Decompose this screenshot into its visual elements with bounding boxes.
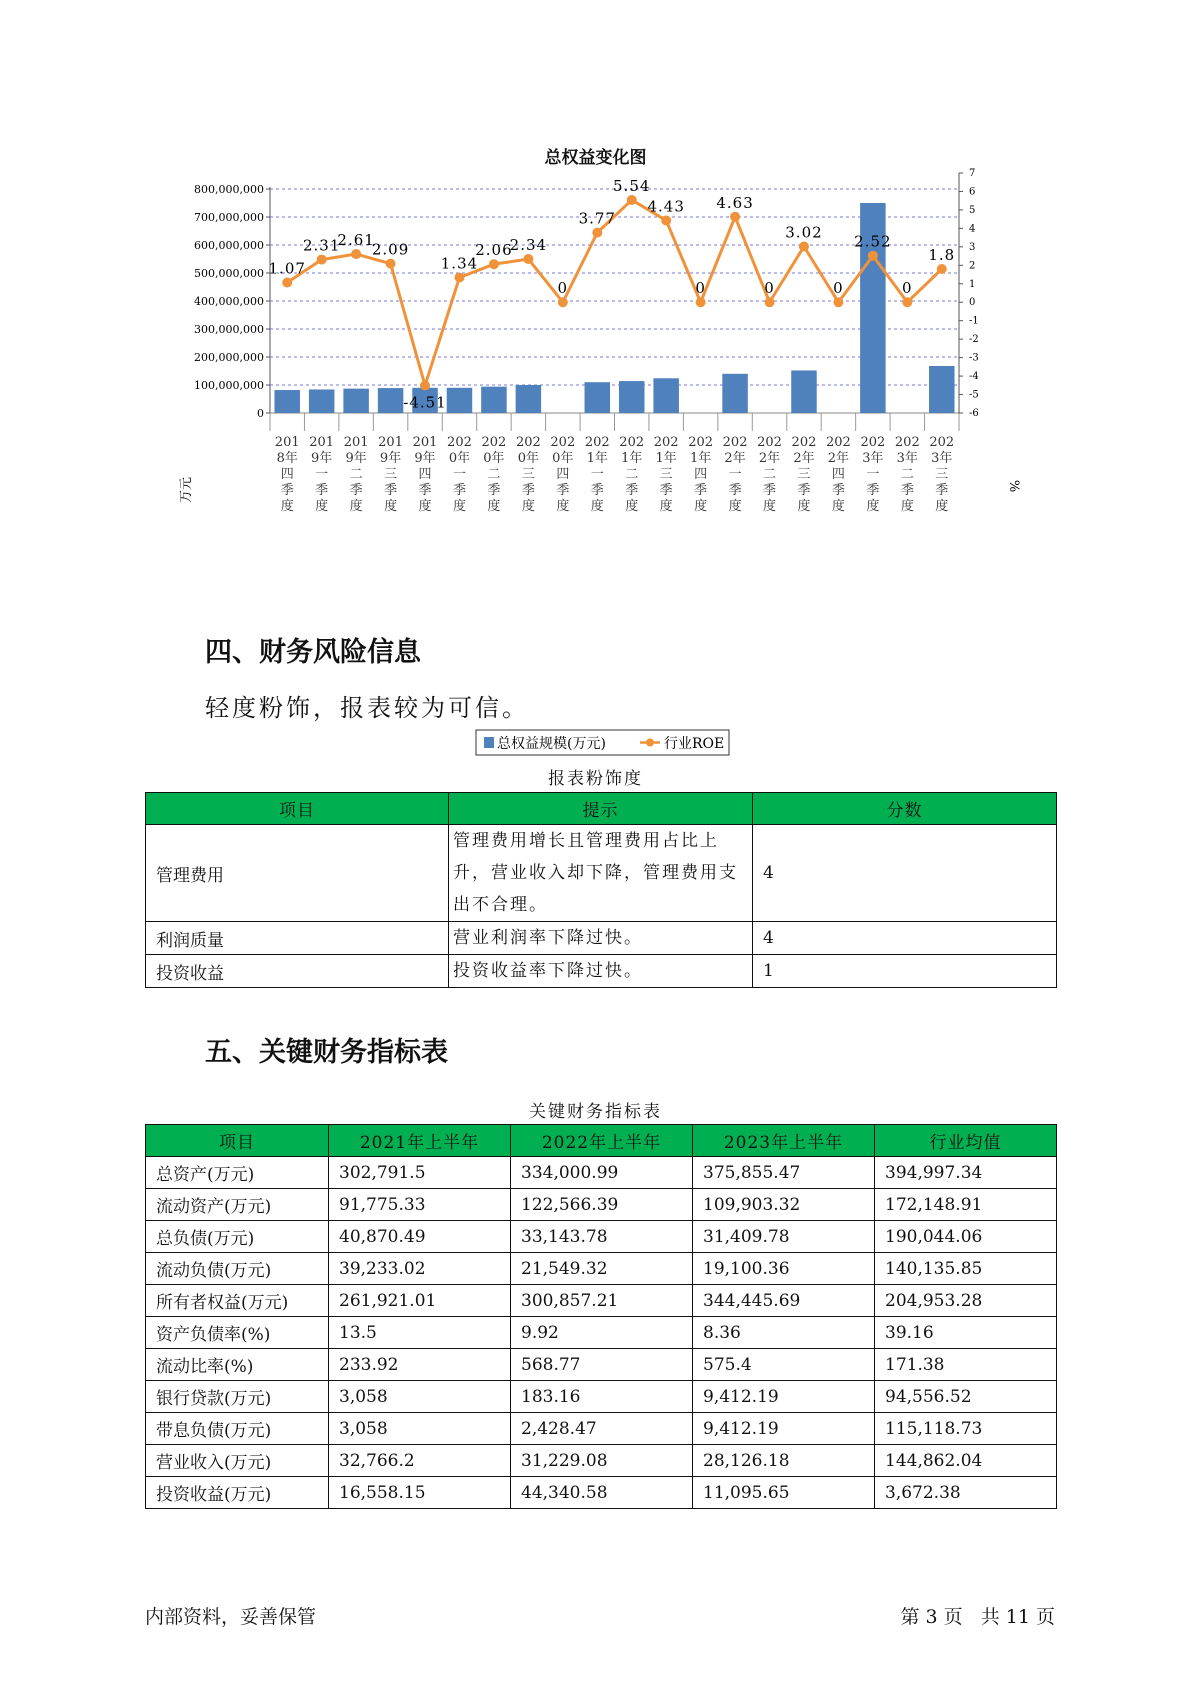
kpi-value: 261,921.01 (329, 1285, 511, 1317)
category-tick-label: 1年 (655, 451, 677, 466)
kpi-item: 资产负债率(%) (146, 1317, 329, 1349)
risk-tip: 投资收益率下降过快。 (449, 955, 753, 988)
table-row (146, 1349, 1057, 1381)
roe-data-label: 2.52 (854, 232, 892, 251)
category-tick-label: 季 (866, 483, 880, 498)
category-tick-label: 季 (831, 483, 845, 498)
category-tick-label: 季 (659, 483, 673, 498)
right-tick-label: 1 (969, 278, 976, 290)
kpi-table-caption: 关键财务指标表 (529, 1102, 662, 1122)
category-tick-label: 度 (487, 499, 501, 514)
category-tick-label: 二 (349, 467, 363, 482)
right-axis-ticks (969, 168, 979, 419)
category-tick-label: 度 (280, 499, 294, 514)
category-tick-label: 201 (309, 435, 335, 450)
category-tick-label: 四 (418, 467, 432, 482)
kpi-value: 190,044.06 (875, 1221, 1057, 1253)
category-tick-label: 202 (688, 435, 714, 450)
kpi-item: 银行贷款(万元) (146, 1381, 329, 1413)
footer-confidential: 内部资料，妥善保管 (145, 1606, 317, 1628)
kpi-value: 21,549.32 (511, 1253, 693, 1285)
roe-point (454, 272, 464, 282)
kpi-value: 3,672.38 (875, 1477, 1057, 1509)
kpi-value: 9.92 (511, 1317, 693, 1349)
kpi-value: 16,558.15 (329, 1477, 511, 1509)
category-tick-label: 一 (315, 467, 329, 482)
category-tick-label: 202 (826, 435, 851, 450)
category-tick-label: 0年 (552, 451, 574, 466)
table-row (146, 1221, 1057, 1253)
category-tick-label: 度 (625, 499, 639, 514)
table-row (146, 1189, 1057, 1221)
risk-table-header (146, 793, 1057, 825)
category-tick-label: 9年 (311, 451, 333, 466)
header-cell: 分数 (753, 793, 1057, 825)
kpi-value: 13.5 (329, 1317, 511, 1349)
right-tick-label: 2 (969, 260, 976, 272)
roe-point (661, 215, 671, 225)
roe-point (937, 264, 947, 274)
category-tick-label: 202 (619, 435, 645, 450)
category-tick-label: 季 (418, 483, 432, 498)
left-tick-label: 700,000,000 (194, 211, 264, 224)
roe-point (351, 249, 361, 259)
category-tick-label: 0年 (448, 451, 471, 466)
left-tick-label: 500,000,000 (194, 267, 264, 280)
kpi-item: 投资收益(万元) (146, 1477, 329, 1509)
risk-tip: 管理费用增长且管理费用占比上升，营业收入却下降，管理费用支出不合理。 (449, 825, 753, 922)
left-tick-label: 800,000,000 (194, 183, 264, 196)
kpi-value: 140,135.85 (875, 1253, 1057, 1285)
legend-bar-label: 总权益规模(万元) (497, 736, 606, 752)
category-tick-label: 度 (659, 499, 673, 514)
kpi-value: 300,857.21 (511, 1285, 693, 1317)
kpi-item: 总资产(万元) (146, 1157, 329, 1189)
equity-bar (343, 389, 368, 413)
roe-point (317, 255, 327, 265)
category-tick-label: 202 (653, 435, 679, 450)
category-tick-label: 季 (900, 483, 914, 498)
category-tick-label: 1年 (689, 451, 712, 466)
category-tick-label: 三 (797, 467, 811, 482)
equity-bar (378, 388, 403, 413)
kpi-value: 375,855.47 (693, 1157, 875, 1189)
right-tick-label: -4 (969, 371, 979, 383)
chart-legend (476, 730, 729, 755)
left-axis-ticks (194, 183, 264, 420)
category-tick-label: 一 (590, 467, 604, 482)
table-row (146, 825, 1057, 922)
category-tick-label: 3年 (931, 451, 953, 466)
right-tick-label: 3 (969, 241, 976, 253)
category-tick-label: 度 (900, 499, 914, 514)
category-tick-label: 0年 (517, 451, 540, 466)
right-tick-label: -5 (969, 389, 979, 401)
category-tick-label: 三 (935, 467, 949, 482)
category-tick-label: 二 (763, 467, 777, 482)
roe-data-label: 5.54 (613, 176, 651, 195)
category-tick-label: 季 (487, 483, 501, 498)
roe-point (833, 297, 843, 307)
category-tick-label: 202 (515, 435, 541, 450)
category-tick-label: 2年 (793, 451, 815, 466)
kpi-value: 94,556.52 (875, 1381, 1057, 1413)
kpi-value: 344,445.69 (693, 1285, 875, 1317)
category-tick-label: 四 (556, 467, 570, 482)
left-tick-label: 300,000,000 (194, 323, 264, 336)
header-cell: 项目 (146, 1125, 329, 1157)
header-cell: 2023年上半年 (693, 1125, 875, 1157)
kpi-value: 109,903.32 (693, 1189, 875, 1221)
roe-point (558, 297, 568, 307)
left-tick-label: 600,000,000 (194, 239, 264, 252)
kpi-value: 172,148.91 (875, 1189, 1057, 1221)
kpi-value: 568.77 (511, 1349, 693, 1381)
roe-point (696, 297, 706, 307)
category-tick-label: 3年 (896, 451, 918, 466)
header-cell: 提示 (449, 793, 753, 825)
category-tick-label: 202 (722, 435, 748, 450)
category-tick-label: 季 (935, 483, 949, 498)
roe-data-label: 2.06 (475, 241, 513, 260)
category-tick-label: 202 (757, 435, 782, 450)
left-tick-label: 0 (257, 407, 264, 420)
category-tick-label: 201 (343, 435, 369, 450)
kpi-value: 32,766.2 (329, 1445, 511, 1477)
chart-title: 总权益变化图 (544, 148, 647, 168)
kpi-table-header (146, 1125, 1057, 1157)
kpi-value: 39.16 (875, 1317, 1057, 1349)
kpi-value: 394,997.34 (875, 1157, 1057, 1189)
roe-point (868, 251, 878, 261)
left-axis-title: 万元 (179, 476, 194, 504)
risk-table-caption: 报表粉饰度 (548, 769, 643, 789)
kpi-value: 31,229.08 (511, 1445, 693, 1477)
kpi-item: 总负债(万元) (146, 1221, 329, 1253)
right-tick-label: -3 (969, 352, 979, 364)
category-tick-label: 度 (728, 499, 742, 514)
kpi-value: 11,095.65 (693, 1477, 875, 1509)
category-tick-label: 201 (412, 435, 438, 450)
kpi-value: 233.92 (329, 1349, 511, 1381)
footer-page-number: 第 3 页 共 11 页 (900, 1606, 1055, 1628)
category-tick-label: 度 (349, 499, 363, 514)
kpi-table (145, 1124, 1057, 1509)
equity-bar (585, 382, 610, 413)
left-tick-label: 100,000,000 (194, 379, 264, 392)
equity-bar (653, 378, 678, 413)
roe-data-label: 0 (902, 279, 913, 298)
category-tick-label: 度 (831, 499, 845, 514)
kpi-value: 3,058 (329, 1413, 511, 1445)
kpi-value: 122,566.39 (511, 1189, 693, 1221)
right-axis-title: % (1006, 479, 1021, 493)
kpi-value: 302,791.5 (329, 1157, 511, 1189)
category-tick-label: 四 (280, 467, 294, 482)
roe-point (799, 241, 809, 251)
roe-data-label: -4.51 (403, 393, 447, 412)
category-tick-label: 季 (349, 483, 363, 498)
category-tick-label: 二 (625, 467, 639, 482)
kpi-item: 营业收入(万元) (146, 1445, 329, 1477)
category-tick-label: 度 (452, 499, 466, 514)
category-tick-label: 202 (447, 435, 472, 450)
right-tick-label: 5 (969, 204, 976, 216)
right-tick-label: -1 (969, 315, 979, 327)
kpi-value: 2,428.47 (511, 1413, 693, 1445)
roe-point (765, 297, 775, 307)
category-tick-label: 三 (384, 467, 398, 482)
category-tick-label: 202 (584, 435, 610, 450)
risk-table (145, 792, 1057, 988)
header-cell: 2021年上半年 (329, 1125, 511, 1157)
table-row (146, 1317, 1057, 1349)
kpi-value: 183.16 (511, 1381, 693, 1413)
category-tick-label: 202 (929, 435, 955, 450)
risk-item: 利润质量 (146, 922, 449, 955)
category-tick-label: 202 (550, 435, 576, 450)
section5-heading: 五、关键财务指标表 (205, 1037, 448, 1068)
category-tick-label: 201 (378, 435, 403, 450)
kpi-value: 334,000.99 (511, 1157, 693, 1189)
kpi-value: 33,143.78 (511, 1221, 693, 1253)
category-tick-label: 四 (831, 467, 845, 482)
roe-data-label: 2.34 (509, 236, 548, 255)
kpi-value: 575.4 (693, 1349, 875, 1381)
category-tick-label: 202 (894, 435, 920, 450)
legend-bar-swatch (484, 737, 494, 748)
category-tick-label: 季 (728, 483, 742, 498)
category-tick-label: 202 (481, 435, 507, 450)
category-tick-label: 季 (384, 483, 398, 498)
category-tick-label: 3年 (862, 451, 884, 466)
roe-data-labels (269, 177, 956, 412)
equity-bar (274, 390, 299, 413)
category-tick-label: 度 (694, 499, 708, 514)
category-tick-label: 8年 (276, 451, 298, 466)
category-tick-label: 一 (452, 467, 466, 482)
roe-data-label: 3.02 (785, 223, 823, 242)
category-tick-label: 季 (797, 483, 811, 498)
kpi-item: 流动比率(%) (146, 1349, 329, 1381)
category-tick-label: 9年 (379, 451, 402, 466)
roe-point (489, 259, 499, 269)
kpi-value: 171.38 (875, 1349, 1057, 1381)
risk-score: 4 (753, 922, 1057, 955)
category-tick-label: 三 (659, 467, 673, 482)
kpi-value: 115,118.73 (875, 1413, 1057, 1445)
kpi-value: 31,409.78 (693, 1221, 875, 1253)
category-tick-label: 202 (791, 435, 817, 450)
kpi-value: 19,100.36 (693, 1253, 875, 1285)
category-tick-label: 四 (694, 467, 708, 482)
table-row (146, 955, 1057, 988)
roe-point (627, 195, 637, 205)
table-row (146, 1413, 1057, 1445)
roe-data-label: 3.77 (578, 209, 616, 228)
roe-data-label: 1.34 (440, 254, 479, 273)
table-row (146, 922, 1057, 955)
kpi-value: 144,862.04 (875, 1445, 1057, 1477)
kpi-value: 91,775.33 (329, 1189, 511, 1221)
risk-summary: 轻度粉饰，报表较为可信。 (205, 694, 529, 722)
section4-heading: 四、财务风险信息 (205, 637, 421, 668)
category-tick-label: 9年 (345, 451, 367, 466)
kpi-item: 带息负债(万元) (146, 1413, 329, 1445)
category-tick-label: 度 (521, 499, 535, 514)
kpi-value: 40,870.49 (329, 1221, 511, 1253)
category-tick-label: 度 (384, 499, 398, 514)
category-labels (275, 435, 954, 514)
category-tick-label: 度 (797, 499, 811, 514)
left-tick-label: 200,000,000 (194, 351, 264, 364)
roe-point (282, 277, 292, 287)
right-tick-label: -6 (969, 408, 979, 419)
category-tick-label: 季 (315, 483, 329, 498)
right-tick-label: -2 (969, 334, 979, 346)
equity-bar (791, 370, 816, 413)
roe-point (523, 254, 533, 264)
category-tick-label: 1年 (621, 451, 643, 466)
equity-bar (722, 374, 747, 413)
category-tick-label: 度 (935, 499, 949, 514)
risk-item: 管理费用 (146, 825, 449, 922)
equity-bar (516, 385, 541, 413)
category-tick-label: 2年 (758, 451, 781, 466)
category-tick-label: 度 (556, 499, 570, 514)
table-row (146, 1381, 1057, 1413)
category-tick-label: 季 (763, 483, 777, 498)
category-tick-label: 201 (274, 435, 300, 450)
category-tick-label: 季 (694, 483, 708, 498)
category-tick-label: 0年 (483, 451, 505, 466)
category-tick-label: 度 (418, 499, 432, 514)
kpi-value: 44,340.58 (511, 1477, 693, 1509)
header-cell: 2022年上半年 (511, 1125, 693, 1157)
category-tick-label: 季 (625, 483, 639, 498)
kpi-item: 所有者权益(万元) (146, 1285, 329, 1317)
roe-data-label: 2.31 (302, 236, 341, 255)
roe-data-label: 0 (557, 279, 569, 298)
table-row (146, 1285, 1057, 1317)
roe-point (592, 228, 602, 238)
roe-data-label: 4.63 (716, 193, 754, 212)
category-tick-label: 季 (590, 483, 604, 498)
roe-data-label: 4.43 (647, 197, 685, 216)
roe-data-label: 2.09 (371, 240, 410, 259)
table-row (146, 1445, 1057, 1477)
risk-score: 4 (753, 825, 1057, 922)
roe-point (730, 212, 740, 222)
risk-tip: 营业利润率下降过快。 (449, 922, 753, 955)
category-tick-label: 度 (866, 499, 880, 514)
roe-data-label: 1.07 (268, 259, 306, 278)
kpi-item: 流动负债(万元) (146, 1253, 329, 1285)
roe-point (420, 380, 430, 390)
risk-item: 投资收益 (146, 955, 449, 988)
category-tick-label: 季 (556, 483, 570, 498)
equity-bar (481, 387, 506, 413)
roe-data-label: 2.61 (337, 231, 375, 250)
kpi-value: 28,126.18 (693, 1445, 875, 1477)
roe-point (386, 259, 396, 269)
right-tick-label: 6 (969, 186, 976, 198)
equity-bar (447, 388, 472, 413)
category-tick-label: 度 (590, 499, 604, 514)
kpi-value: 39,233.02 (329, 1253, 511, 1285)
category-tick-label: 季 (521, 483, 535, 498)
category-tick-label: 202 (860, 435, 886, 450)
right-tick-label: 0 (969, 297, 976, 309)
category-tick-label: 一 (728, 467, 742, 482)
equity-bar (309, 389, 334, 413)
category-tick-label: 二 (900, 467, 914, 482)
kpi-item: 流动资产(万元) (146, 1189, 329, 1221)
kpi-value: 9,412.19 (693, 1381, 875, 1413)
equity-bar (619, 381, 644, 413)
roe-point (902, 297, 912, 307)
category-tick-label: 9年 (414, 451, 436, 466)
header-cell: 项目 (146, 793, 449, 825)
legend-line-label: 行业ROE (664, 736, 725, 752)
roe-data-label: 0 (764, 279, 775, 298)
category-tick-label: 季 (452, 483, 466, 498)
header-cell: 行业均值 (875, 1125, 1057, 1157)
kpi-value: 3,058 (329, 1381, 511, 1413)
right-tick-label: 7 (969, 168, 976, 179)
roe-data-label: 1.8 (928, 246, 956, 264)
table-row (146, 1253, 1057, 1285)
category-tick-label: 一 (866, 467, 880, 482)
category-tick-label: 度 (315, 499, 329, 514)
risk-score: 1 (753, 955, 1057, 988)
table-row (146, 1157, 1057, 1189)
right-tick-label: 4 (969, 223, 976, 235)
category-tick-label: 度 (763, 499, 777, 514)
category-tick-label: 2年 (724, 451, 746, 466)
category-tick-label: 2年 (827, 451, 850, 466)
roe-data-label: 0 (833, 279, 844, 298)
category-tick-label: 1年 (586, 451, 608, 466)
kpi-value: 8.36 (693, 1317, 875, 1349)
category-tick-label: 二 (487, 467, 501, 482)
equity-bar (929, 366, 954, 413)
left-tick-label: 400,000,000 (194, 295, 264, 308)
kpi-value: 9,412.19 (693, 1413, 875, 1445)
kpi-value: 204,953.28 (875, 1285, 1057, 1317)
bar-series (274, 203, 954, 413)
roe-data-label: 0 (695, 279, 706, 298)
category-tick-label: 季 (280, 483, 294, 498)
category-tick-label: 三 (521, 467, 535, 482)
table-row (146, 1477, 1057, 1509)
